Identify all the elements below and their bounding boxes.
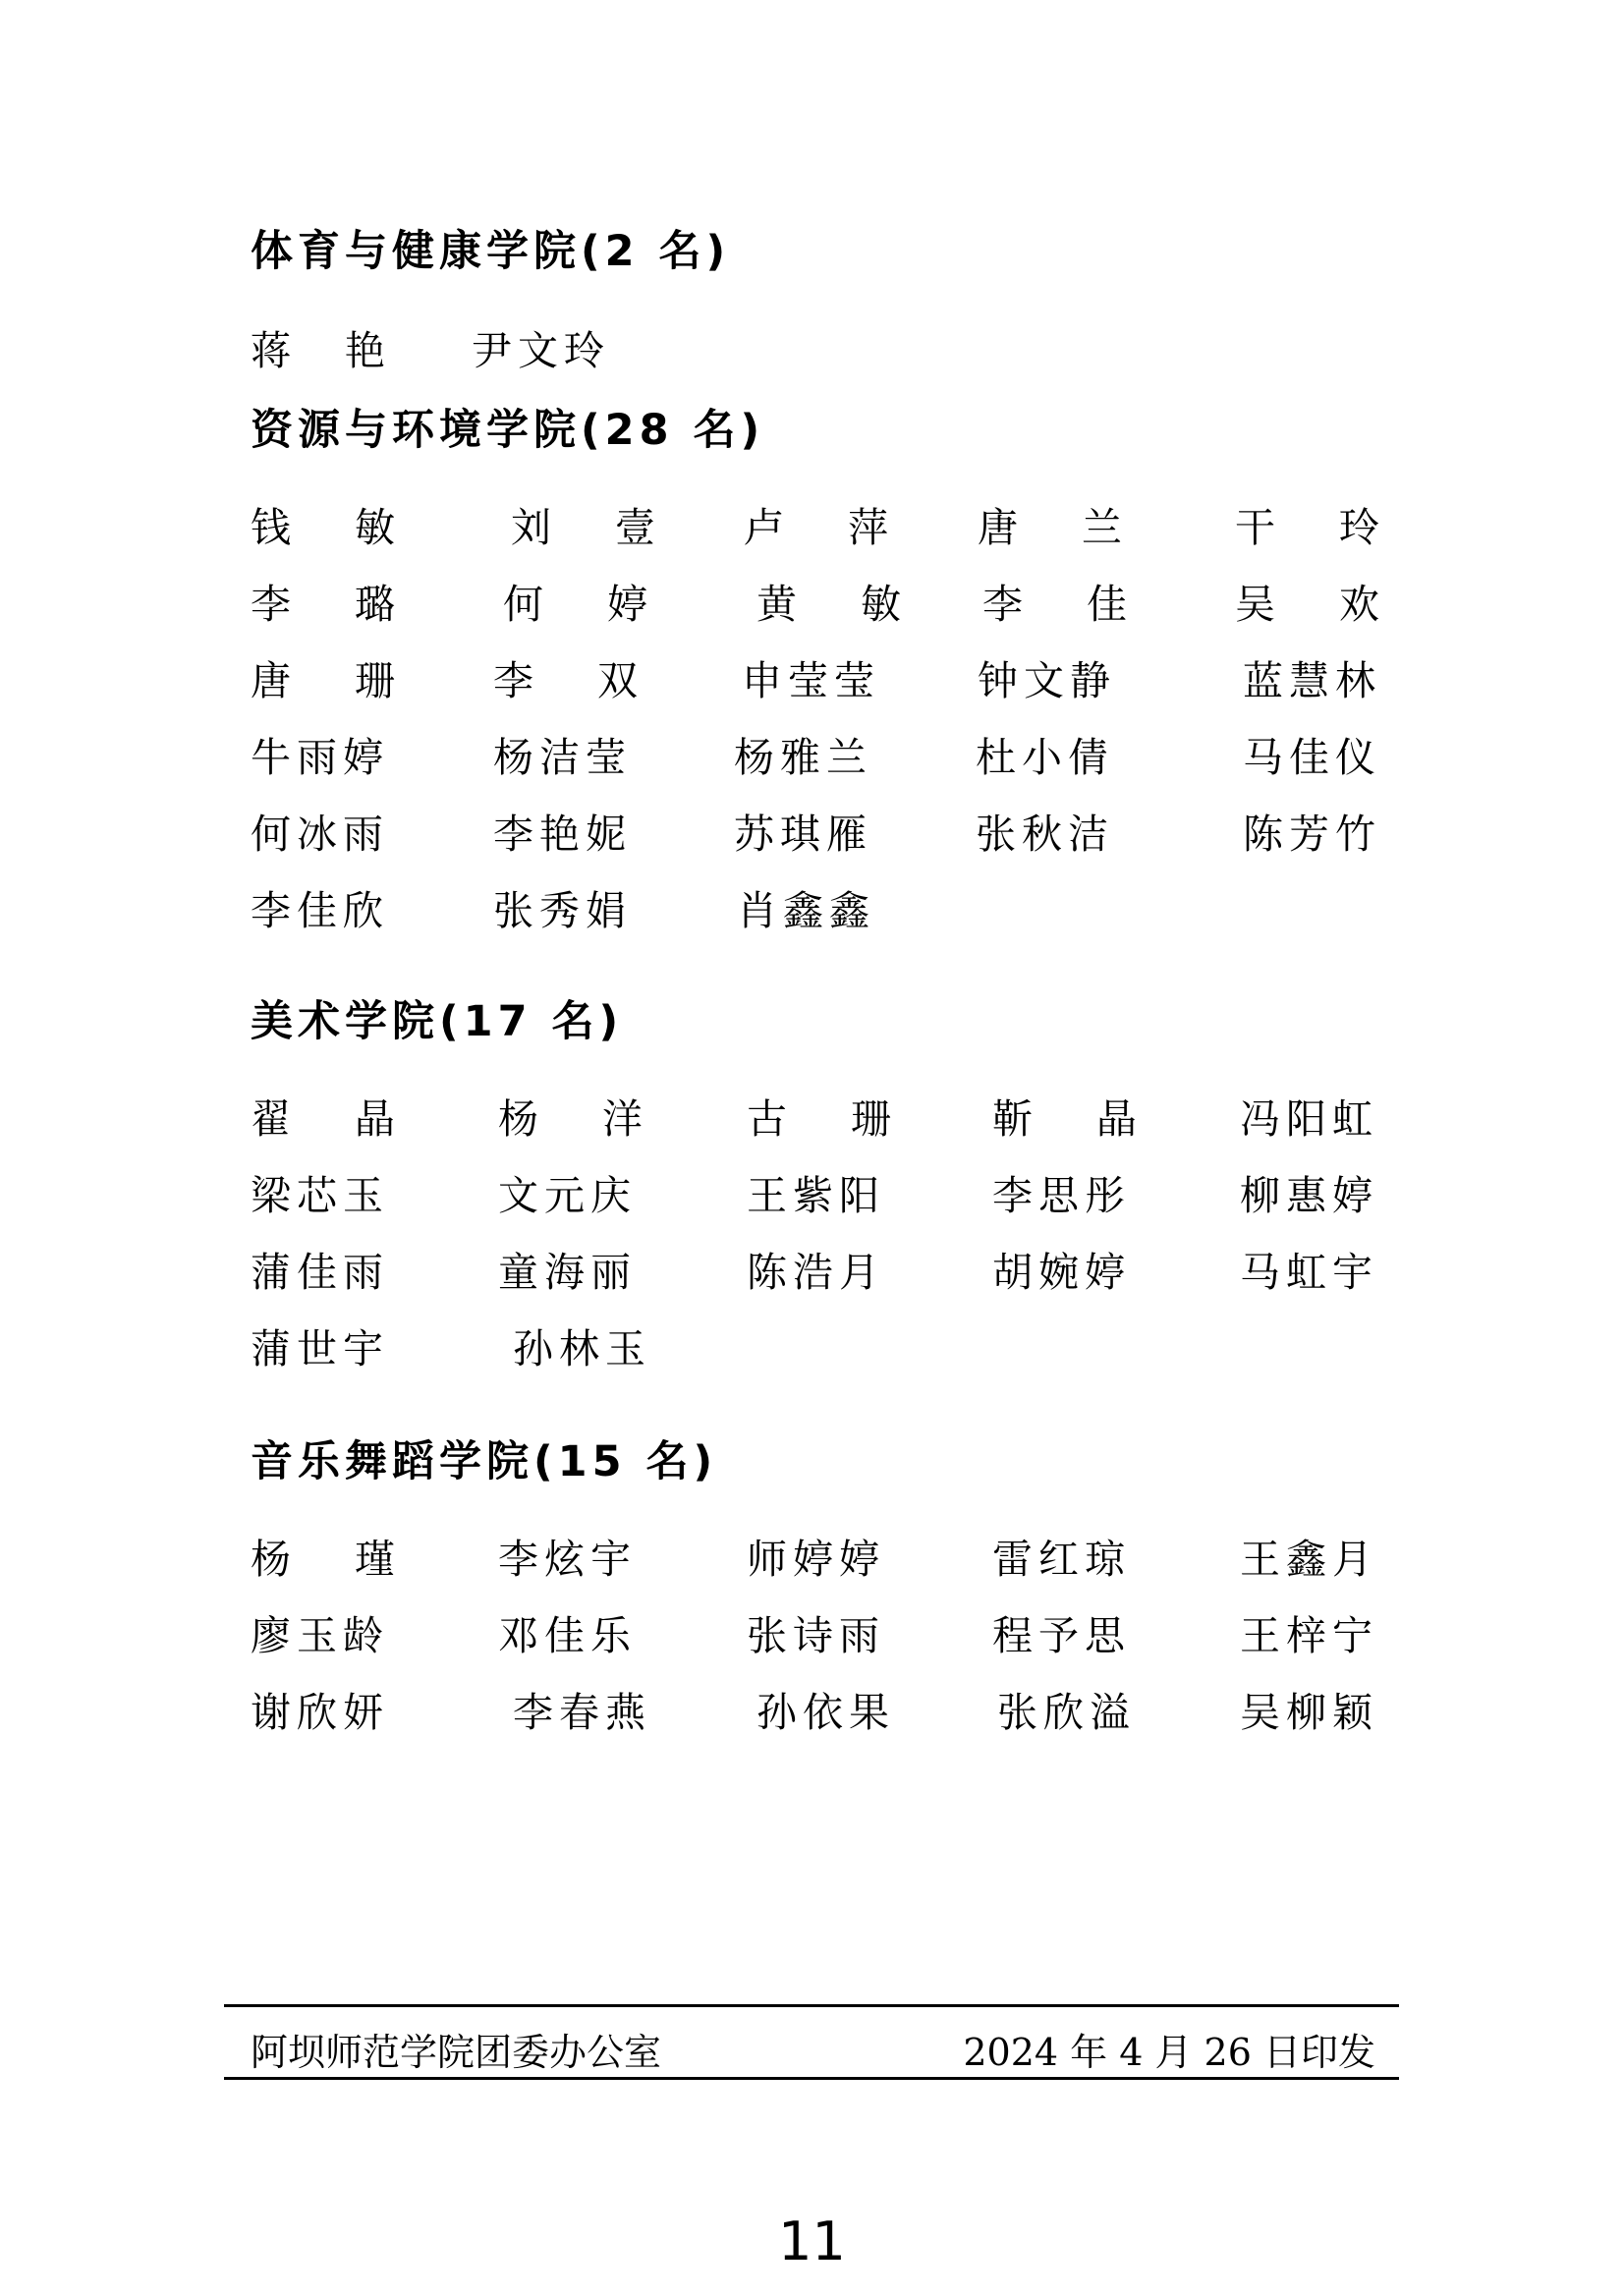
student-name: 申莹莹 — [742, 657, 880, 704]
student-name: 杨雅兰 — [734, 734, 872, 781]
student-name: 何 婷 — [503, 581, 654, 628]
student-name: 李 佳 — [982, 581, 1134, 628]
page-number: 11 — [778, 2211, 846, 2272]
student-name: 唐 珊 — [251, 657, 402, 704]
student-name: 胡婉婷 — [992, 1249, 1131, 1296]
student-name: 程予思 — [992, 1612, 1131, 1659]
student-name: 牛雨婷 — [251, 734, 389, 781]
student-name: 邓佳乐 — [498, 1612, 637, 1659]
student-name: 张诗雨 — [747, 1612, 885, 1659]
student-name: 蒲佳雨 — [251, 1249, 389, 1296]
student-name: 童海丽 — [498, 1249, 637, 1296]
student-name: 陈浩月 — [747, 1249, 885, 1296]
student-name: 张秀娟 — [493, 887, 632, 934]
footer-date: 2024 年 4 月 26 日印发 — [963, 2031, 1375, 2074]
student-name: 陈芳竹 — [1243, 811, 1381, 858]
student-name: 何冰雨 — [251, 811, 389, 858]
footer-issuer: 阿坝师范学院团委办公室 — [251, 2031, 662, 2074]
footer-top-rule — [224, 2004, 1399, 2007]
student-name: 李 璐 — [251, 581, 402, 628]
student-name: 谢欣妍 — [251, 1689, 389, 1736]
student-name: 蒲世宇 — [251, 1325, 389, 1372]
student-name: 马佳仪 — [1243, 734, 1381, 781]
student-name: 钟文静 — [978, 657, 1116, 704]
student-name: 靳 晶 — [992, 1095, 1144, 1143]
student-name: 雷红琼 — [992, 1536, 1131, 1583]
student-name: 孙林玉 — [513, 1325, 651, 1372]
student-name: 蒋 艳 — [251, 327, 392, 374]
footer-bottom-rule — [224, 2077, 1399, 2080]
section-title-music-dance: 音乐舞蹈学院(15 名) — [251, 1437, 718, 1486]
student-name: 苏琪雁 — [734, 811, 872, 858]
section-title-fine-arts: 美术学院(17 名) — [251, 997, 624, 1046]
student-name: 李艳妮 — [493, 811, 632, 858]
student-name: 李思彤 — [992, 1172, 1131, 1219]
student-name: 卢 萍 — [744, 504, 895, 551]
student-name: 李春燕 — [513, 1689, 651, 1736]
student-name: 杨 瑾 — [251, 1536, 402, 1583]
student-name: 吴柳颖 — [1240, 1689, 1378, 1736]
student-name: 张欣溢 — [997, 1689, 1136, 1736]
section-title-resources-environment: 资源与环境学院(28 名) — [251, 406, 765, 455]
student-name: 梁芯玉 — [251, 1172, 389, 1219]
student-name: 肖鑫鑫 — [737, 887, 875, 934]
student-name: 廖玉龄 — [251, 1612, 389, 1659]
section-title-sports-health: 体育与健康学院(2 名) — [251, 227, 731, 276]
student-name: 马虹宇 — [1240, 1249, 1378, 1296]
student-name: 王紫阳 — [747, 1172, 885, 1219]
student-name: 翟 晶 — [251, 1095, 402, 1143]
student-name: 尹文玲 — [472, 327, 610, 374]
student-name: 李 双 — [493, 657, 644, 704]
student-name: 干 玲 — [1235, 504, 1386, 551]
student-name: 李佳欣 — [251, 887, 389, 934]
student-name: 唐 兰 — [978, 504, 1129, 551]
student-name: 张秋洁 — [976, 811, 1114, 858]
student-name: 杜小倩 — [976, 734, 1114, 781]
student-name: 柳惠婷 — [1240, 1172, 1378, 1219]
student-name: 杨洁莹 — [493, 734, 632, 781]
student-name: 孙依果 — [756, 1689, 895, 1736]
student-name: 刘 壹 — [511, 504, 662, 551]
student-name: 吴 欢 — [1235, 581, 1386, 628]
student-name: 冯阳虹 — [1240, 1095, 1378, 1143]
student-name: 李炫宇 — [498, 1536, 637, 1583]
student-name: 钱 敏 — [251, 504, 402, 551]
student-name: 王梓宁 — [1240, 1612, 1378, 1659]
student-name: 师婷婷 — [747, 1536, 885, 1583]
student-name: 黄 敏 — [756, 581, 908, 628]
student-name: 古 珊 — [747, 1095, 898, 1143]
student-name: 杨 洋 — [498, 1095, 649, 1143]
student-name: 王鑫月 — [1240, 1536, 1378, 1583]
student-name: 文元庆 — [498, 1172, 637, 1219]
student-name: 蓝慧林 — [1243, 657, 1381, 704]
